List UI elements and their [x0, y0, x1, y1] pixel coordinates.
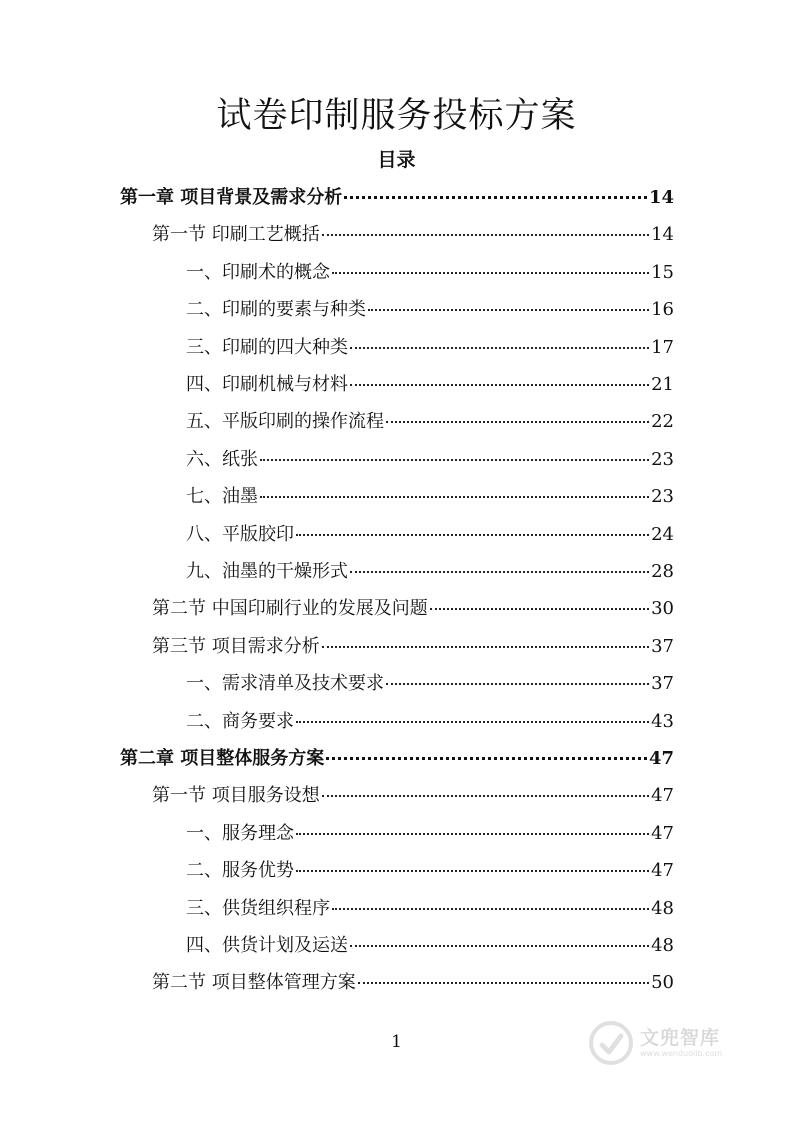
toc-entry-page: 47 — [651, 822, 674, 844]
toc-entry-label: 第二章 项目整体服务方案 — [120, 748, 325, 769]
toc-leader-dots — [260, 455, 649, 461]
toc-entry-level-2[interactable] — [152, 216, 674, 253]
toc-entry-page: 43 — [651, 710, 674, 732]
toc-entry-label: 五、平版印刷的操作流程 — [186, 411, 384, 433]
toc-entry-page: 28 — [651, 561, 674, 582]
toc-entry-level-3[interactable] — [186, 665, 674, 702]
toc-entry-level-3[interactable] — [186, 852, 674, 889]
toc-entry-page: 47 — [648, 748, 674, 769]
toc-entry-level-3[interactable] — [186, 703, 674, 740]
toc-entry-page: 48 — [651, 935, 674, 956]
toc-entry-page: 21 — [651, 374, 674, 395]
toc-entry-label: 第一章 项目背景及需求分析 — [120, 187, 343, 208]
toc-leader-dots — [430, 604, 649, 610]
toc-leader-dots — [322, 791, 649, 797]
toc-entry-level-3[interactable] — [186, 553, 674, 590]
page-number: 1 — [391, 1032, 402, 1052]
toc-entry-page: 23 — [651, 448, 674, 470]
watermark-name: 文兜智库 — [640, 1027, 721, 1049]
toc-entry-page: 37 — [651, 635, 674, 657]
toc-entry-label: 三、供货组织程序 — [186, 897, 330, 919]
toc-entry-page: 48 — [651, 897, 674, 919]
toc-leader-dots — [350, 343, 649, 349]
toc-leader-dots — [350, 941, 649, 947]
toc-entry-label: 二、商务要求 — [186, 710, 294, 732]
watermark-url: www.wenduolib.com — [640, 1049, 723, 1058]
toc-leader-dots — [332, 268, 649, 274]
toc-heading: 目录 — [377, 149, 416, 171]
toc-leader-dots — [296, 530, 649, 536]
toc-entry-page: 37 — [651, 673, 674, 695]
toc-entry-label: 第二节 中国印刷行业的发展及问题 — [152, 598, 428, 620]
toc-entry-level-3[interactable] — [186, 815, 674, 852]
toc-entry-label: 四、供货计划及运送 — [186, 935, 348, 956]
watermark — [588, 1018, 758, 1068]
toc-entry-level-3[interactable] — [186, 927, 674, 964]
toc-entry-label: 九、油墨的干燥形式 — [186, 561, 348, 582]
toc-leader-dots — [322, 642, 649, 648]
document-title: 试卷印制服务投标方案 — [216, 96, 577, 136]
toc-entry-page: 50 — [651, 972, 674, 994]
toc-entry-label: 三、印刷的四大种类 — [186, 336, 348, 358]
toc-entry-page: 16 — [651, 299, 674, 321]
toc-leader-dots — [350, 380, 649, 386]
toc-entry-label: 二、印刷的要素与种类 — [186, 299, 366, 321]
toc-leader-dots — [368, 305, 649, 311]
toc-entry-page: 30 — [651, 598, 674, 620]
toc-entry-page: 47 — [651, 785, 674, 807]
toc-entry-page: 22 — [651, 411, 674, 433]
toc-entry-level-3[interactable] — [186, 516, 674, 553]
toc-leader-dots — [358, 978, 649, 984]
toc-entry-level-3[interactable] — [186, 254, 674, 291]
toc-leader-dots — [386, 679, 649, 685]
toc-entry-level-1[interactable] — [120, 179, 674, 216]
toc-entry-level-3[interactable] — [186, 890, 674, 927]
toc-entry-label: 第三节 项目需求分析 — [152, 635, 320, 657]
toc-entry-label: 七、油墨 — [186, 486, 258, 508]
toc-entry-label: 四、印刷机械与材料 — [186, 374, 348, 395]
toc-entry-label: 一、需求清单及技术要求 — [186, 673, 384, 695]
toc-entry-label: 第二节 项目整体管理方案 — [152, 972, 356, 994]
toc-leader-dots — [296, 717, 649, 723]
toc-entry-level-3[interactable] — [186, 403, 674, 440]
toc-entry-level-1[interactable] — [120, 740, 674, 777]
toc-leader-dots — [322, 230, 649, 236]
toc-entry-level-2[interactable] — [152, 777, 674, 814]
toc-entry-page: 14 — [651, 224, 674, 246]
toc-leader-dots — [296, 829, 649, 835]
toc-entry-level-2[interactable] — [152, 964, 674, 1001]
toc-entry-level-2[interactable] — [152, 590, 674, 627]
toc-entry-label: 六、纸张 — [186, 448, 258, 470]
toc-entry-page: 47 — [651, 860, 674, 882]
toc-entry-level-3[interactable] — [186, 441, 674, 478]
toc-entry-page: 24 — [651, 523, 674, 545]
toc-leader-dots — [260, 492, 649, 498]
toc-leader-dots — [350, 567, 649, 573]
toc-entry-label: 一、印刷术的概念 — [186, 261, 330, 283]
toc-entry-label: 第一节 印刷工艺概括 — [152, 224, 320, 246]
toc-leader-dots — [296, 866, 649, 872]
toc-entry-level-3[interactable] — [186, 478, 674, 515]
watermark-logo-icon — [588, 1020, 634, 1066]
toc-entry-page: 23 — [651, 486, 674, 508]
toc-leader-dots — [326, 753, 647, 760]
toc-entry-level-3[interactable] — [186, 329, 674, 366]
toc-entry-label: 八、平版胶印 — [186, 523, 294, 545]
toc-leader-dots — [386, 417, 649, 423]
toc-entry-label: 二、服务优势 — [186, 860, 294, 882]
toc-entry-page: 15 — [651, 261, 674, 283]
toc-entry-level-3[interactable] — [186, 366, 674, 403]
toc-leader-dots — [332, 904, 649, 910]
toc-entry-level-2[interactable] — [152, 628, 674, 665]
toc-entry-page: 14 — [648, 187, 674, 208]
toc-entry-label: 第一节 项目服务设想 — [152, 785, 320, 807]
toc-entry-label: 一、服务理念 — [186, 822, 294, 844]
toc-entry-page: 17 — [651, 336, 674, 358]
toc-leader-dots — [344, 192, 647, 199]
toc-entry-level-3[interactable] — [186, 291, 674, 328]
